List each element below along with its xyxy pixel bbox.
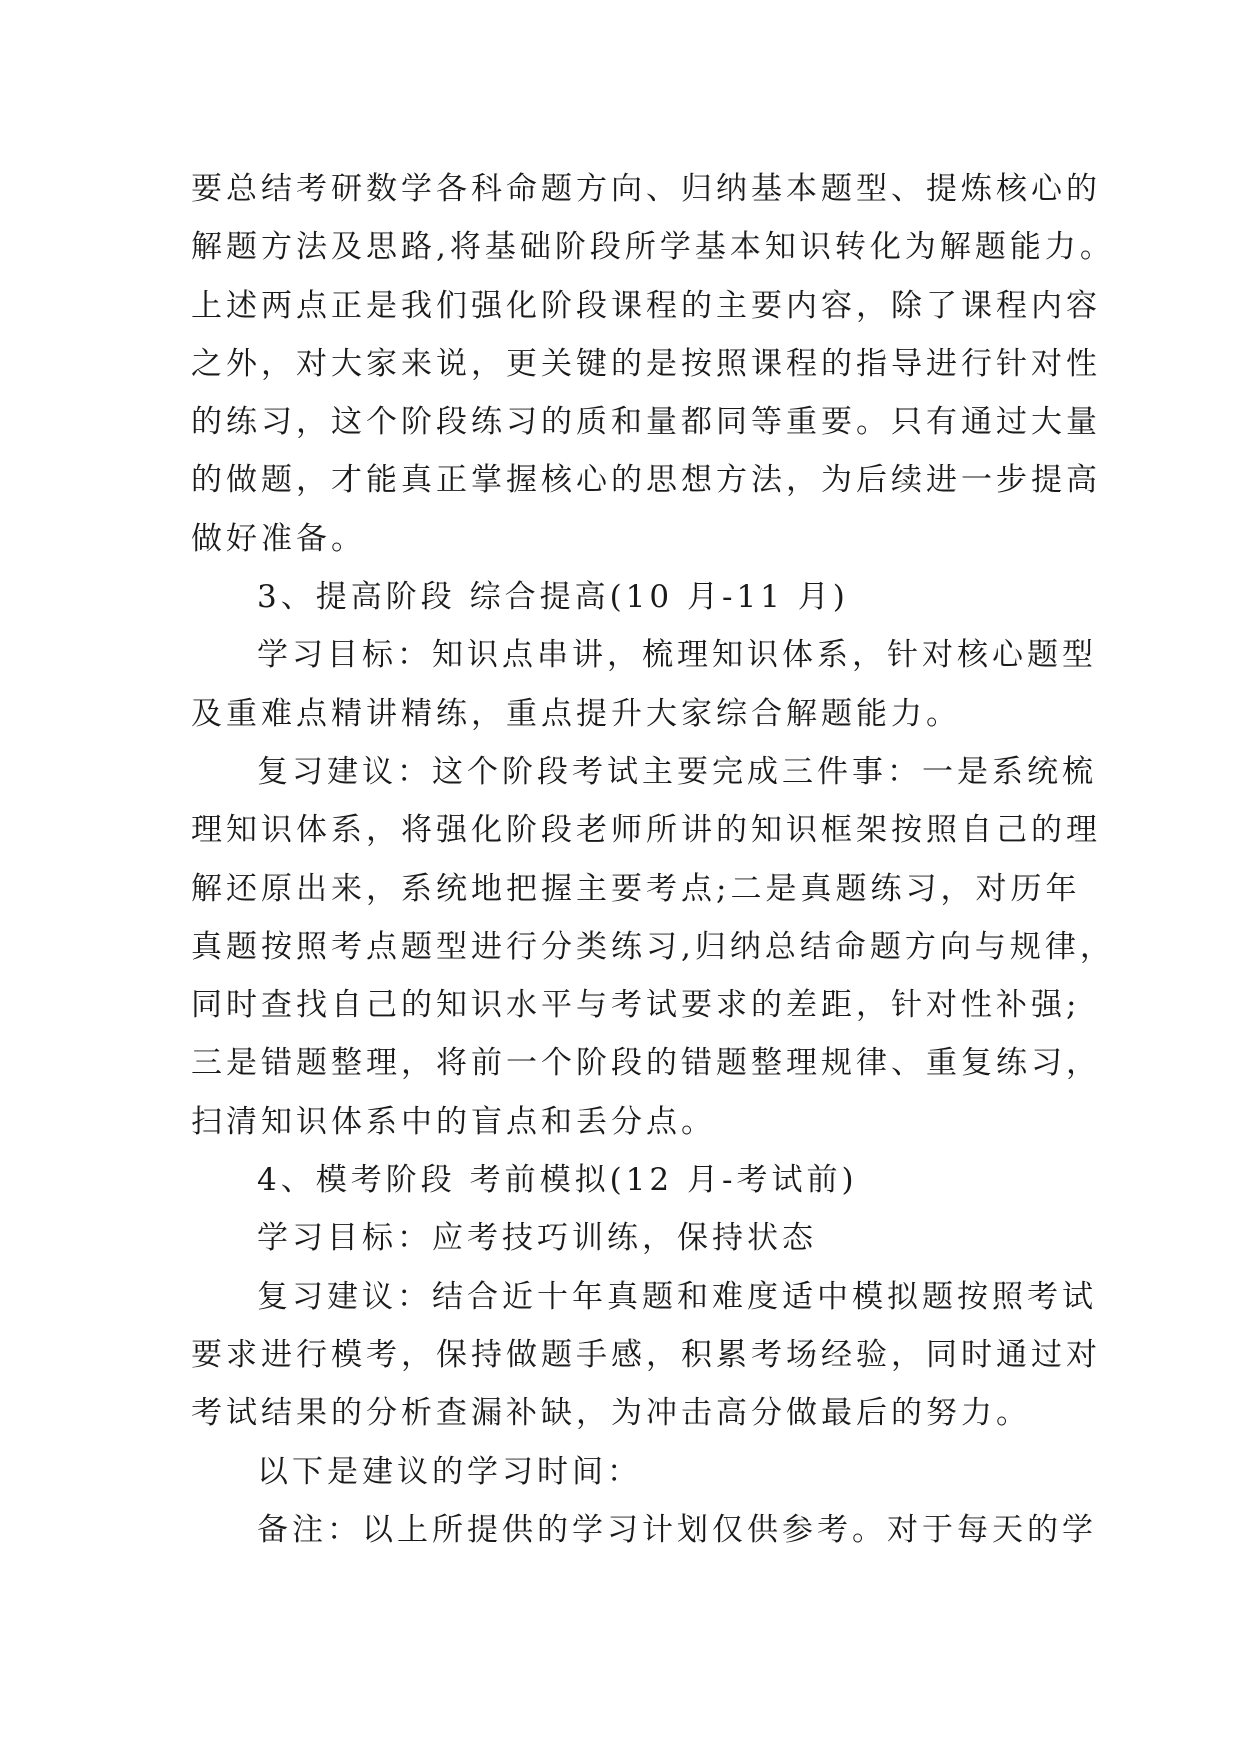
text-line: 扫清知识体系中的盲点和丢分点。: [191, 1103, 716, 1140]
text-line: 的练习，这个阶段练习的质和量都同等重要。只有通过大量: [191, 404, 1101, 441]
text-line: 同时查找自己的知识水平与考试要求的差距，针对性补强;: [191, 987, 1081, 1024]
text-line: 三是错题整理，将前一个阶段的错题整理规律、重复练习，: [191, 1045, 1101, 1082]
text-line: 做好准备。: [191, 520, 366, 557]
text-line: 之外，对大家来说，更关键的是按照课程的指导进行针对性: [191, 345, 1101, 382]
text-line: 复习建议：这个阶段考试主要完成三件事：一是系统梳: [257, 753, 1097, 790]
text-line: 上述两点正是我们强化阶段课程的主要内容，除了课程内容: [191, 287, 1101, 324]
text-line: 解还原出来，系统地把握主要考点;二是真题练习，对历年: [191, 870, 1081, 907]
text-line: 解题方法及思路,将基础阶段所学基本知识转化为解题能力。: [191, 229, 1115, 266]
text-line: 要总结考研数学各科命题方向、归纳基本题型、提炼核心的: [191, 171, 1101, 207]
text-line: 复习建议：结合近十年真题和难度适中模拟题按照考试: [257, 1278, 1097, 1315]
text-line: 考试结果的分析查漏补缺，为冲击高分做最后的努力。: [191, 1395, 1031, 1432]
text-line: 4、模考阶段 考前模拟(12 月-考试前): [257, 1162, 858, 1199]
text-line: 学习目标：应考技巧训练，保持状态: [257, 1220, 817, 1257]
text-line: 以下是建议的学习时间：: [257, 1453, 642, 1490]
text-line: 备注：以上所提供的学习计划仅供参考。对于每天的学: [257, 1511, 1097, 1548]
text-line: 的做题，才能真正掌握核心的思想方法，为后续进一步提高: [191, 462, 1101, 499]
document-body: [191, 160, 1115, 1559]
text-line: 理知识体系，将强化阶段老师所讲的知识框架按照自己的理: [191, 812, 1101, 849]
text-line: 学习目标：知识点串讲，梳理知识体系，针对核心题型: [257, 637, 1097, 674]
text-line: 要求进行模考，保持做题手感，积累考场经验，同时通过对: [191, 1336, 1101, 1373]
text-line: 3、提高阶段 综合提高(10 月-11 月): [257, 579, 849, 616]
text-line: 真题按照考点题型进行分类练习,归纳总结命题方向与规律，: [191, 928, 1115, 965]
text-line: 及重难点精讲精练，重点提升大家综合解题能力。: [191, 695, 961, 732]
